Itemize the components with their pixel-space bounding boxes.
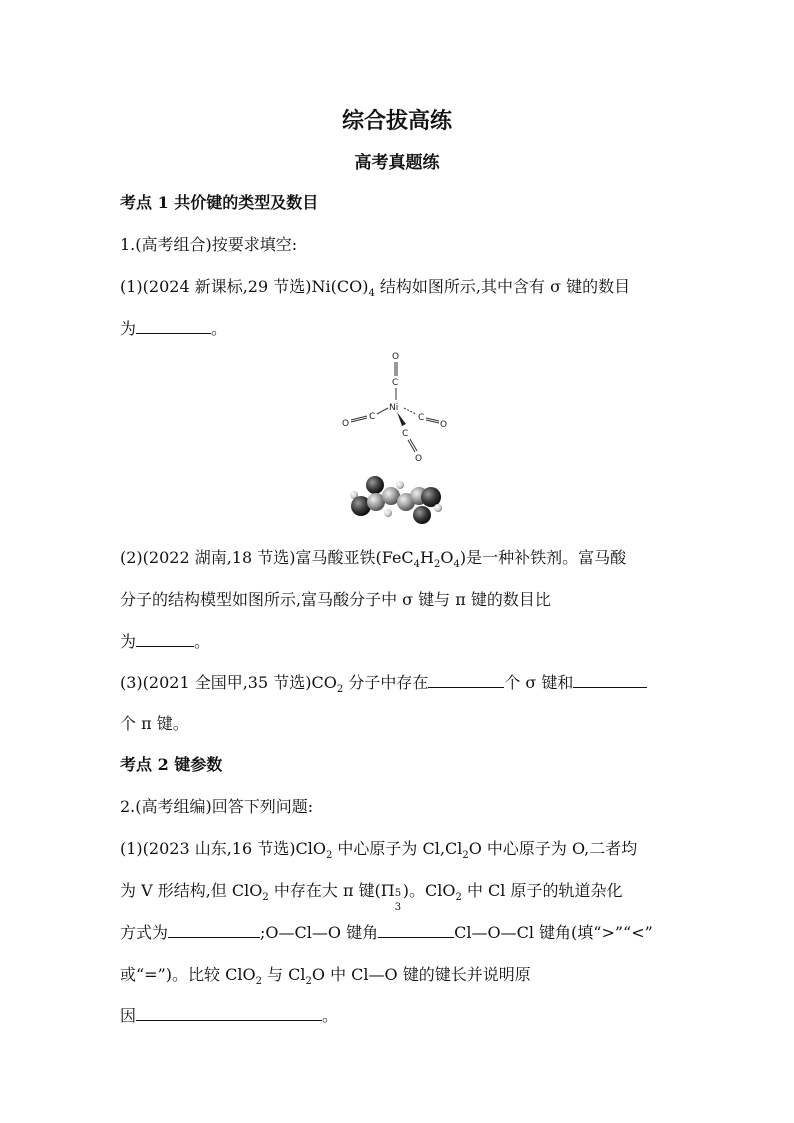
section-2-heading: 考点 2 键参数 xyxy=(120,755,223,774)
answer-blank[interactable] xyxy=(136,319,211,334)
q1-part3-line2: 个 π 键。 xyxy=(120,714,189,733)
atom-label: Ni xyxy=(389,403,399,413)
page-subtitle: 高考真题练 xyxy=(354,153,440,173)
atom-label: O xyxy=(392,352,400,362)
atom-label: C xyxy=(418,413,425,423)
q2-part1-line2: 为 V 形结构,但 ClO$_2$ 中存在大 π 键(Π 5 3 )。ClO$_2$ 中 Cl 原子的轨道杂化 xyxy=(120,881,623,913)
q1-part3-line1: (3)(2021 全国甲,35 节选)$CO_2$ 分子中存在 个 σ 键和 xyxy=(120,670,647,695)
answer-blank[interactable] xyxy=(136,632,194,647)
question-2-stem: 2.(高考组编)回答下列问题: xyxy=(120,797,314,816)
question-1-stem: 1.(高考组合)按要求填空: xyxy=(120,235,298,254)
answer-blank[interactable] xyxy=(168,923,260,938)
h-atom xyxy=(434,504,442,512)
atom-label: O xyxy=(342,419,350,429)
q1-part1-line2: 为 。 xyxy=(120,319,228,338)
ni-co4-structure-figure xyxy=(336,348,460,464)
atom-label: O xyxy=(440,420,448,430)
h-atom xyxy=(384,509,392,517)
answer-blank[interactable] xyxy=(378,923,454,938)
q1-part1-line1: (1)(2024 新课标,29 节选)$Ni(CO)_4$ 结构如图所示,其中含有 σ 键的数目 xyxy=(120,277,631,300)
page-title: 综合拔高练 xyxy=(341,108,452,134)
q2-part1-line5: 因 。 xyxy=(120,1006,339,1025)
atom-label: C xyxy=(392,378,399,388)
atom-label: O xyxy=(415,454,423,464)
atom-label: C xyxy=(369,412,376,422)
fumaric-acid-model-figure xyxy=(345,470,449,530)
section-1-heading: 考点 1 共价键的类型及数目 xyxy=(120,193,319,212)
o-atom xyxy=(366,476,384,494)
q1-part2-line1: (2)(2022 湖南,18 节选)富马酸亚铁$(FeC_4H_2O_4)$是一种补铁剂。富马酸 xyxy=(120,548,627,571)
answer-blank[interactable] xyxy=(428,673,504,688)
answer-blank[interactable] xyxy=(136,1006,322,1021)
o-atom xyxy=(413,506,431,524)
q2-part1-line1: (1)(2023 山东,16 节选)ClO$_2$ 中心原子为 $Cl,Cl_2O$ 中心原子为 O,二者均 xyxy=(120,839,638,862)
atom-label: C xyxy=(402,429,409,439)
answer-blank[interactable] xyxy=(573,673,647,688)
q1-part2-line3: 为 。 xyxy=(120,632,211,651)
q1-part2-line2: 分子的结构模型如图所示,富马酸分子中 σ 键与 π 键的数目比 xyxy=(120,590,551,609)
h-atom xyxy=(396,481,404,489)
q2-part1-line3: 方式为 ;O—Cl—O 键角 Cl—O—Cl 键角(填“>”“<” xyxy=(120,923,653,942)
q2-part1-line4: 或“=”)。比较 ClO$_2$ 与 $Cl_2O$ 中 Cl—O 键的键长并说明原 xyxy=(120,965,531,988)
